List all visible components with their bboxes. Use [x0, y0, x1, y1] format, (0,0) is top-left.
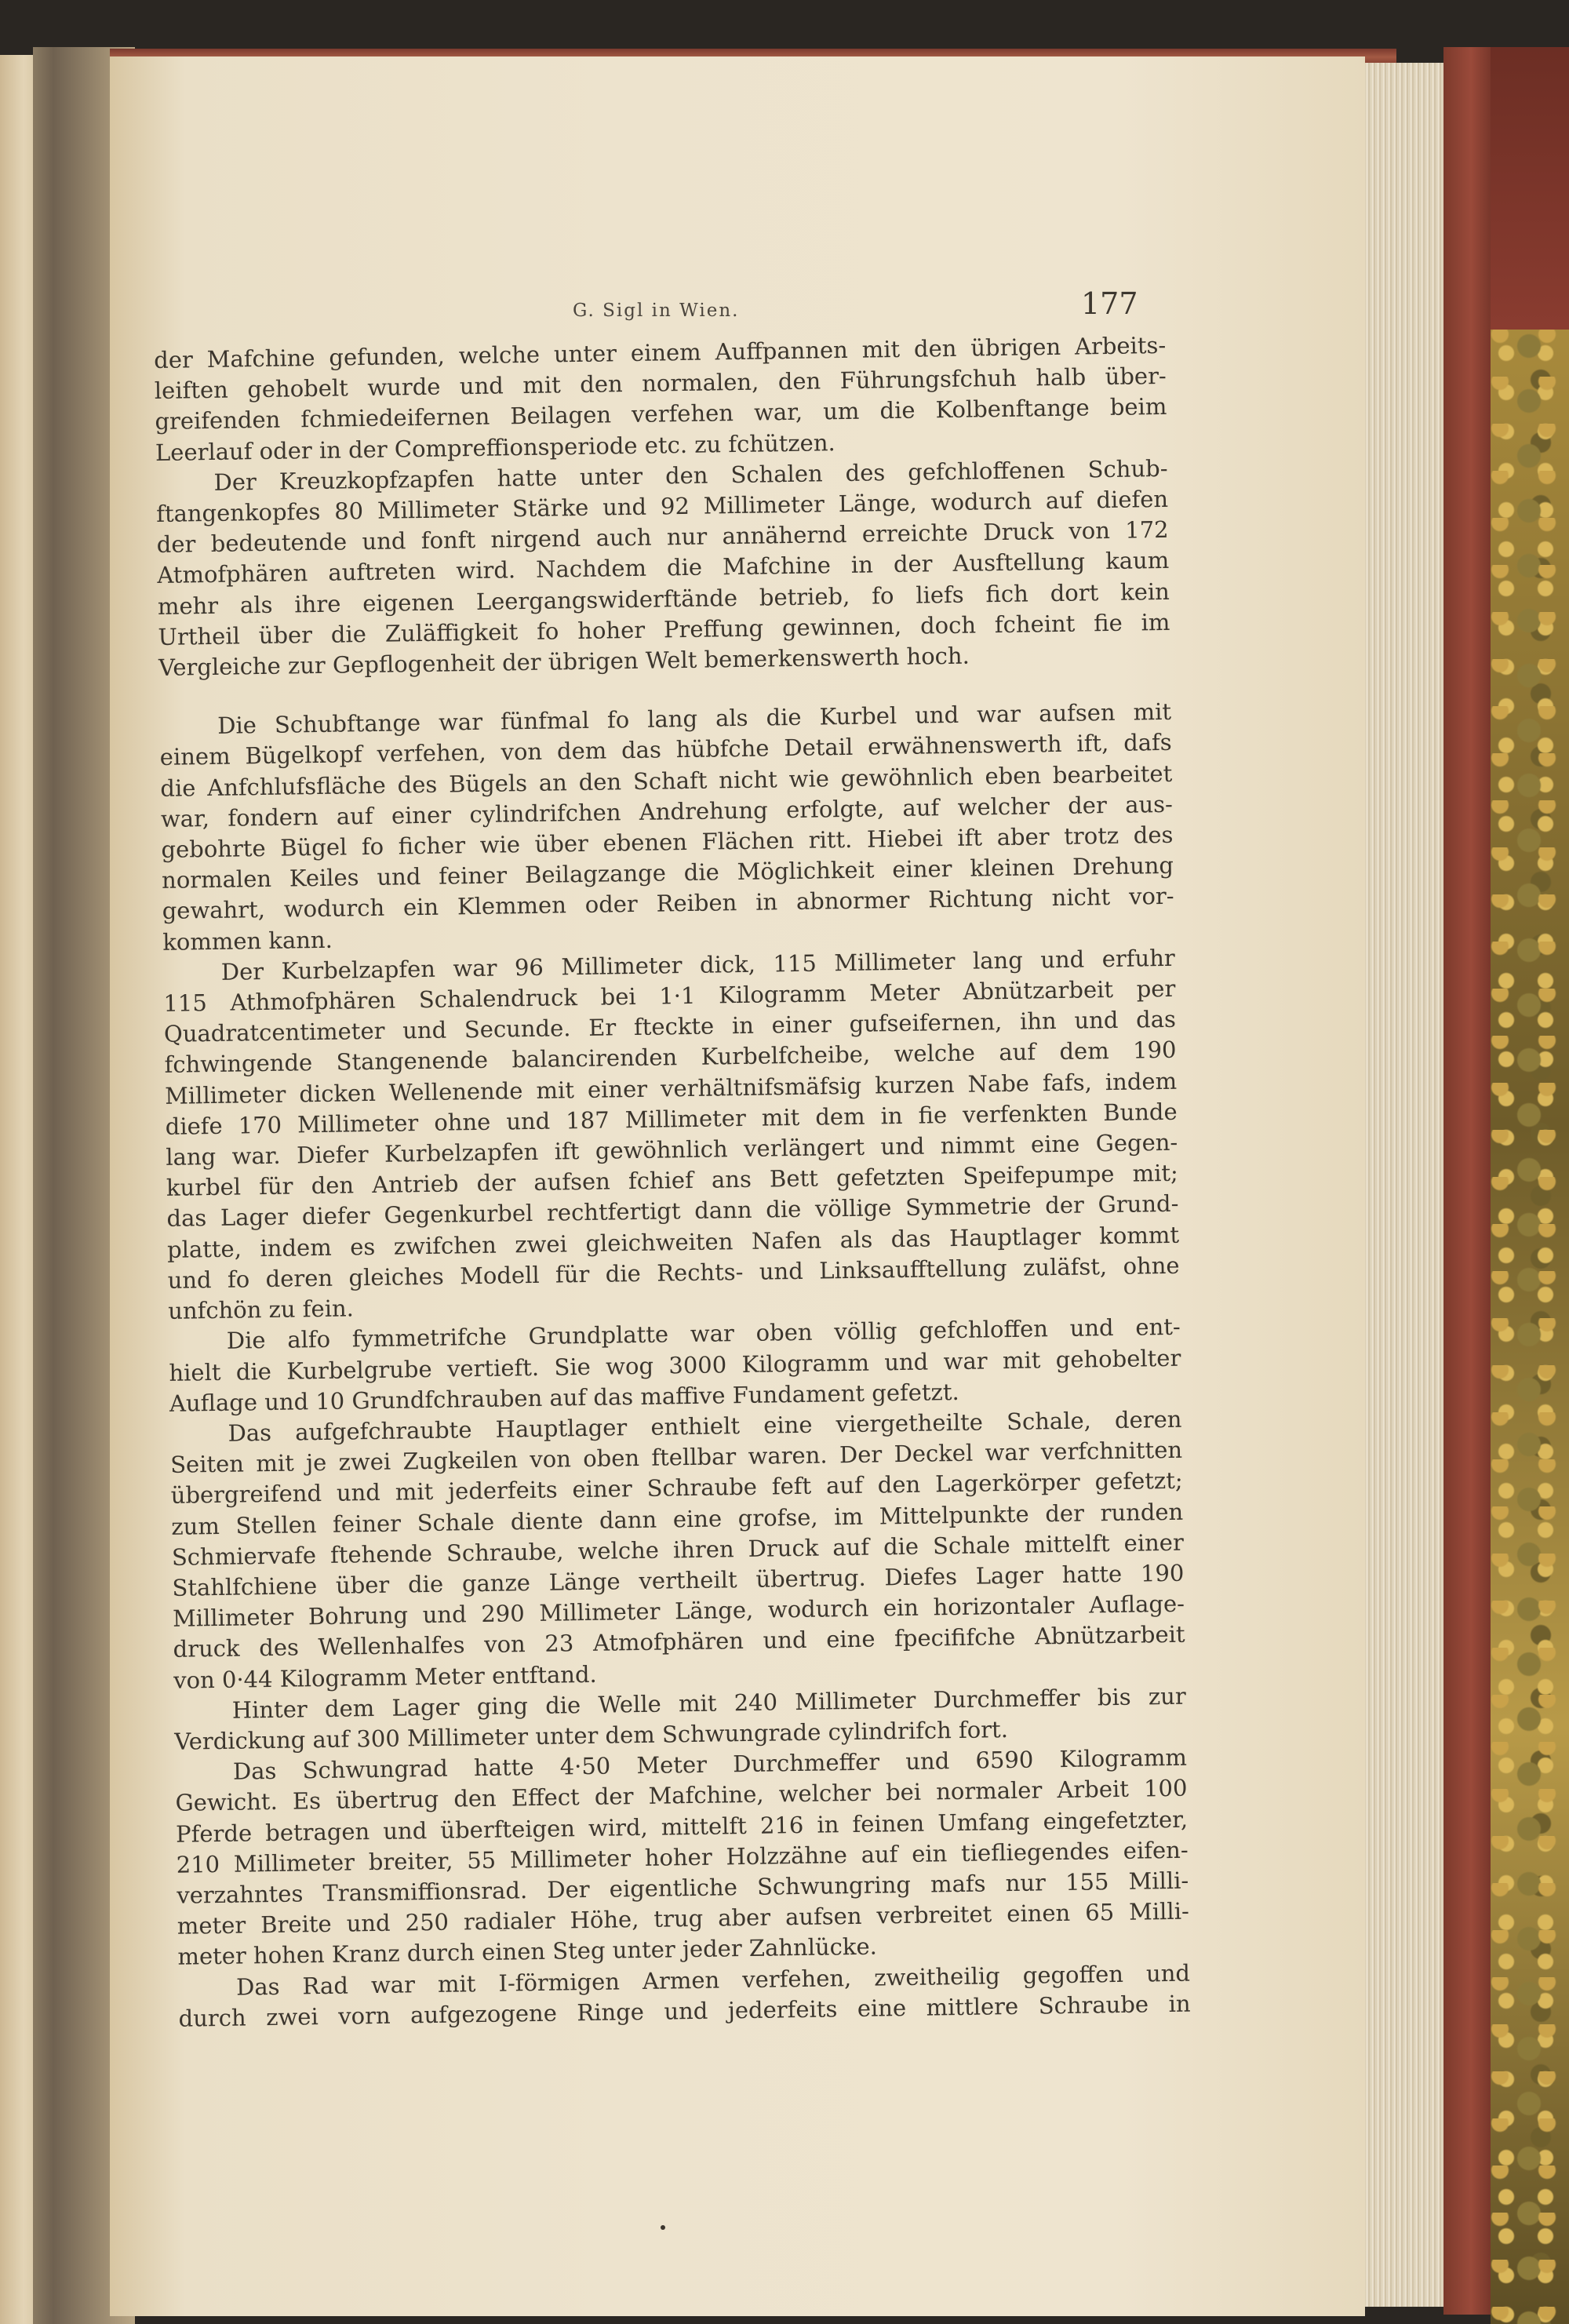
ink-dot	[661, 2225, 665, 2230]
text-line: lang war. Diefer Kurbelzapfen ift gewöhnlich verlängert und nimmt eine Gegen-	[166, 1128, 1178, 1171]
text-line: mehr als ihre eigenen Leergangswiderftände betrieb, fo liefs fich dort kein	[157, 577, 1170, 620]
text-line: Der Kurbelzapfen war 96 Millimeter dick, 115 Millimeter lang und erfuhr	[220, 944, 1175, 985]
text-line: Leerlauf oder in der Compreffionsperiode etc. zu fchützen.	[155, 428, 835, 466]
body-text	[154, 330, 1191, 2034]
text-line: Schmiervafe ftehende Schraube, welche ihren Druck auf die Schale mittelft einer	[171, 1528, 1185, 1571]
text-line: Stahlfchiene über die ganze Länge vertheilt übertrug. Diefes Lager hatte 190	[172, 1559, 1185, 1601]
text-line: kurbel für den Antrieb der aufsen fchief ans Bett gefetzten Speifepumpe mit;	[166, 1160, 1179, 1202]
text-line: gebohrte Bügel fo ficher wie über ebenen Flächen ritt. Hiebei ift aber trotz des	[161, 821, 1174, 863]
text-line: Auflage und 10 Grundfchrauben auf das maffive Fundament gefetzt.	[169, 1378, 959, 1417]
running-head: G. Sigl in Wien.	[573, 301, 740, 321]
page-header	[573, 286, 1169, 333]
cover-top	[1491, 47, 1569, 330]
text-line: greifenden fchmiedeifernen Beilagen verfehen war, um die Kolbenftange beim	[155, 393, 1167, 435]
page-edges	[1365, 63, 1443, 2307]
text-line: Die alfo fymmetrifche Grundplatte war oben völlig gefchloffen und ent-	[226, 1313, 1181, 1355]
text-line: gewahrt, wodurch ein Klemmen oder Reiben in abnormer Richtung nicht vor-	[162, 883, 1174, 925]
text-line: diefe 170 Millimeter ohne und 187 Millimeter mit dem in fie verfenkten Bunde	[165, 1098, 1178, 1140]
text-line: Hinter dem Lager ging die Welle mit 240 Millimeter Durchmeffer bis zur	[231, 1682, 1186, 1724]
text-line: Seiten mit je zwei Zugkeilen von oben ftellbar waren. Der Deckel war verfchnitten	[169, 1436, 1183, 1478]
text-line: 115 Athmofphären Schalendruck bei 1·1 Kilogramm Meter Abnützarbeit per	[163, 974, 1176, 1017]
text-line: Die Schubftange war fünfmal fo lang als die Kurbel und war aufsen mit	[217, 698, 1172, 740]
text-line: normalen Keiles und feiner Beilagzange die Möglichkeit einer kleinen Drehung	[161, 852, 1174, 894]
text-line: unfchön zu fein.	[168, 1295, 355, 1324]
text-line: der bedeutende und fonft nirgend auch nur annähernd erreichte Druck von 172	[156, 516, 1169, 559]
text-line: Millimeter Bohrung und 290 Millimeter Länge, wodurch ein horizontaler Auflage-	[172, 1590, 1185, 1632]
text-line: zum Stellen feiner Schale diente dann eine grofse, im Mittelpunkte der runden	[171, 1498, 1184, 1540]
text-line: das Lager diefer Gegenkurbel rechtfertigt dann die völlige Symmetrie der Grund-	[166, 1190, 1179, 1233]
text-line: druck des Wellenhalfes von 23 Atmofphären und eine fpecififche Abnützarbeit	[173, 1621, 1185, 1663]
text-line: ftangenkopfes 80 Millimeter Stärke und 92 Millimeter Länge, wodurch auf diefen	[155, 485, 1169, 527]
text-line: Verdickung auf 300 Millimeter unter dem Schwungrade cylindrifch fort.	[174, 1715, 1009, 1755]
text-line: Vergleiche zur Gepflogenheit der übrigen Welt bemerkenswerth hoch.	[158, 642, 970, 681]
text-line: die Anfchlufsfläche des Bügels an den Schaft nicht wie gewöhnlich eben bearbeitet	[160, 759, 1173, 802]
text-line: Gewicht. Es übertrug den Effect der Mafchine, welcher bei normaler Arbeit 100	[175, 1775, 1188, 1817]
page-number: 177	[1081, 286, 1138, 321]
text-line: platte, indem es zwifchen zwei gleichweiten Nafen als das Hauptlager kommt	[166, 1221, 1180, 1263]
text-line: Der Kreuzkopfzapfen hatte unter den Schalen des gefchloffenen Schub-	[213, 454, 1168, 496]
text-line: meter hohen Kranz durch einen Steg unter jeder Zahnlücke.	[177, 1932, 878, 1971]
text-line: Das Rad war mit I-förmigen Armen verfehen, zweitheilig gegoffen und	[235, 1959, 1191, 2001]
text-line: und fo deren gleiches Modell für die Rechts- und Linksaufftellung zuläfst, ohne	[167, 1251, 1180, 1294]
text-line: fchwingende Stangenende balancirenden Kurbelfcheibe, welche auf dem 190	[164, 1036, 1177, 1079]
text-line: durch zwei vorn aufgezogene Ringe und jederfeits eine mittlere Schraube in	[178, 1990, 1191, 2032]
text-line: verzahntes Transmiffionsrad. Der eigentliche Schwungring mafs nur 155 Milli-	[177, 1867, 1189, 1909]
text-line: der Mafchine gefunden, welche unter einem Auffpannen mit den übrigen Arbeits-	[154, 331, 1167, 373]
text-line: Millimeter dicken Wellenende mit einer verhältnifsmäfsig kurzen Nabe fafs, indem	[164, 1067, 1178, 1109]
text-line: Das aufgefchraubte Hauptlager enthielt eine viergetheilte Schale, deren	[228, 1405, 1182, 1447]
marbled-cover	[1491, 330, 1569, 2324]
text-line: Urtheil über die Zuläffigkeit fo hoher Preffung gewinnen, doch fcheint fie im	[158, 608, 1170, 650]
text-line: von 0·44 Kilogramm Meter entftand.	[173, 1660, 597, 1694]
text-line: Quadratcentimeter und Secunde. Er fteckte in einer gufseifernen, ihn und das	[163, 1006, 1177, 1048]
text-line: 210 Millimeter breiter, 55 Millimeter hoher Holzzähne auf ein tiefliegendes eifen-	[176, 1836, 1189, 1878]
text-line: übergreifend und mit jederfeits einer Schraube feft auf den Lagerkörper gefetzt;	[170, 1467, 1183, 1510]
text-line: meter Breite und 250 radialer Höhe, trug aber aufsen verbreitet einen 65 Milli-	[177, 1897, 1190, 1940]
text-line: kommen kann.	[162, 926, 333, 956]
text-line: Pferde betragen und überfteigen wird, mittelft 216 in feinen Umfang eingefetzter,	[175, 1805, 1189, 1848]
text-line: war, fondern auf einer cylindrifchen Andrehung erfolgte, auf welcher der aus-	[160, 790, 1174, 832]
text-line: Das Schwungrad hatte 4·50 Meter Durchmeffer und 6590 Kilogramm	[232, 1743, 1188, 1785]
text-line: einem Bügelkopf verfehen, von dem das hübfche Detail erwähnenswerth ift, dafs	[159, 729, 1172, 771]
text-line: leiften gehobelt wurde und mit den normalen, den Führungsfchuh halb über-	[154, 362, 1167, 405]
text-line: hielt die Kurbelgrube vertieft. Sie wog 3000 Kilogramm und war mit gehobelter	[169, 1344, 1181, 1386]
text-line: Atmofphären auftreten wird. Nachdem die Mafchine in der Ausftellung kaum	[157, 547, 1170, 589]
